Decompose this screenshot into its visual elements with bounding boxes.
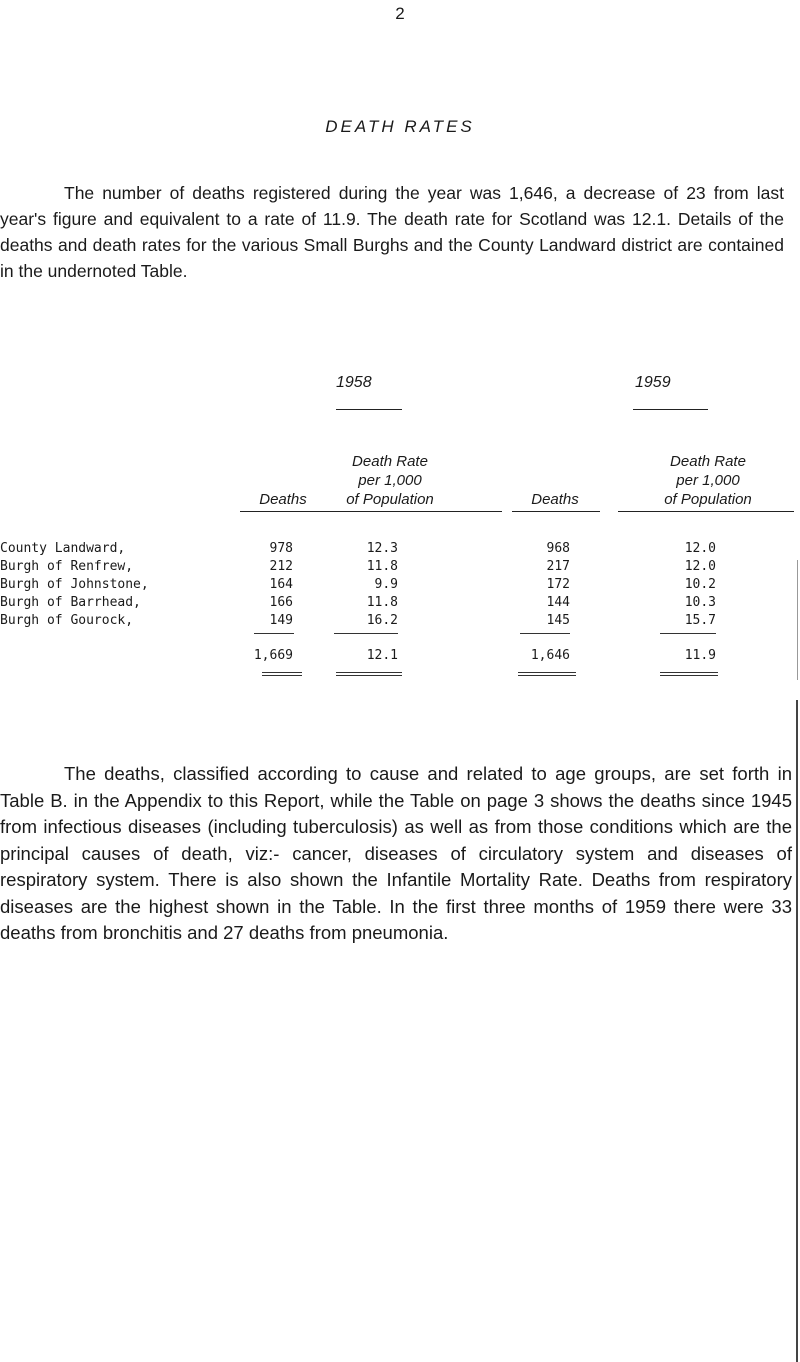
total-double-rule (518, 672, 576, 673)
table-row (0, 541, 800, 560)
col-rate-1958: Death Rate per 1,000 of Population (346, 453, 434, 508)
col-deaths-1959: Deaths (531, 491, 579, 508)
rate-1958: 9.9 (374, 577, 398, 592)
deaths-1959: 172 (546, 577, 570, 592)
table-row (0, 613, 800, 632)
subtotal-rule (254, 633, 294, 634)
rate-1958: 16.2 (366, 613, 398, 628)
year-1959-rule (633, 409, 708, 410)
total-double-rule (660, 672, 718, 673)
total-double-rule (336, 672, 402, 673)
deaths-1958: 149 (269, 613, 293, 628)
col-deaths-1958: Deaths (259, 491, 307, 508)
page-number: 2 (395, 4, 405, 23)
deaths-1959: 968 (546, 541, 570, 556)
header-rule-deaths-1959 (512, 511, 600, 512)
year-1959-heading: 1959 (635, 374, 671, 391)
total-double-rule (336, 675, 402, 676)
total-double-rule (262, 675, 302, 676)
totals-row (0, 648, 800, 667)
year-1958-rule (336, 409, 402, 410)
intro-paragraph: The number of deaths registered during the year was 1,646, a decrease of 23 from last year's figure and equivalent to a rate of 11.9. The death rate for Scotland was 12.1. Details of the deaths and death rates for the various Small Burghs and the County Landward district are contained in the undernoted Table. (0, 183, 784, 281)
total-double-rule (660, 675, 718, 676)
deaths-1959: 217 (546, 559, 570, 574)
subtotal-rule (660, 633, 716, 634)
causes-paragraph: The deaths, classified according to cause and related to age groups, are set forth in Table B. in the Appendix to this Report, while the Table on page 3 shows the deaths since 1945 from infectious diseases (including tuberculosis) as well as from those conditions which are the principal causes of death, viz:- cancer, diseases of circulatory system and diseases of respiratory system. There is also shown the Infantile Mortality Rate. Deaths from respiratory diseases are the highest shown in the Table. In the first three months of 1959 there were 33 deaths from bronchitis and 27 deaths from pneumonia. (0, 763, 792, 943)
total-rate-1958: 12.1 (366, 648, 398, 663)
total-double-rule (262, 672, 302, 673)
rate-1958: 11.8 (366, 595, 398, 610)
rate-1959: 12.0 (684, 541, 716, 556)
deaths-1958: 978 (269, 541, 293, 556)
rate-1959: 10.2 (684, 577, 716, 592)
page-title: DEATH RATES (325, 117, 475, 136)
subtotal-rule (520, 633, 570, 634)
rate-1959: 12.0 (684, 559, 716, 574)
scan-edge-mark (796, 700, 798, 1362)
rate-1958: 12.3 (366, 541, 398, 556)
subtotal-rule (334, 633, 398, 634)
header-rule-rate-1959 (618, 511, 794, 512)
col-rate-1959: Death Rate per 1,000 of Population (664, 453, 752, 508)
deaths-1959: 145 (546, 613, 570, 628)
total-double-rule (518, 675, 576, 676)
area-name: Burgh of Renfrew, (0, 559, 134, 574)
scan-edge-mark (797, 560, 798, 680)
area-name: Burgh of Barrhead, (0, 595, 141, 610)
area-name: Burgh of Gourock, (0, 613, 134, 628)
deaths-1959: 144 (546, 595, 570, 610)
total-deaths-1959: 1,646 (530, 648, 570, 663)
rate-1959: 15.7 (684, 613, 716, 628)
area-name: Burgh of Johnstone, (0, 577, 149, 592)
rate-1958: 11.8 (366, 559, 398, 574)
total-rate-1959: 11.9 (684, 648, 716, 663)
area-name: County Landward, (0, 541, 126, 556)
year-1958-heading: 1958 (336, 374, 372, 391)
deaths-1958: 212 (269, 559, 293, 574)
deaths-1958: 164 (269, 577, 293, 592)
table-row (0, 559, 800, 578)
total-deaths-1958: 1,669 (253, 648, 293, 663)
deaths-1958: 166 (269, 595, 293, 610)
table-row (0, 595, 800, 614)
header-rule-rate-1958 (318, 511, 502, 512)
table-row (0, 577, 800, 596)
rate-1959: 10.3 (684, 595, 716, 610)
